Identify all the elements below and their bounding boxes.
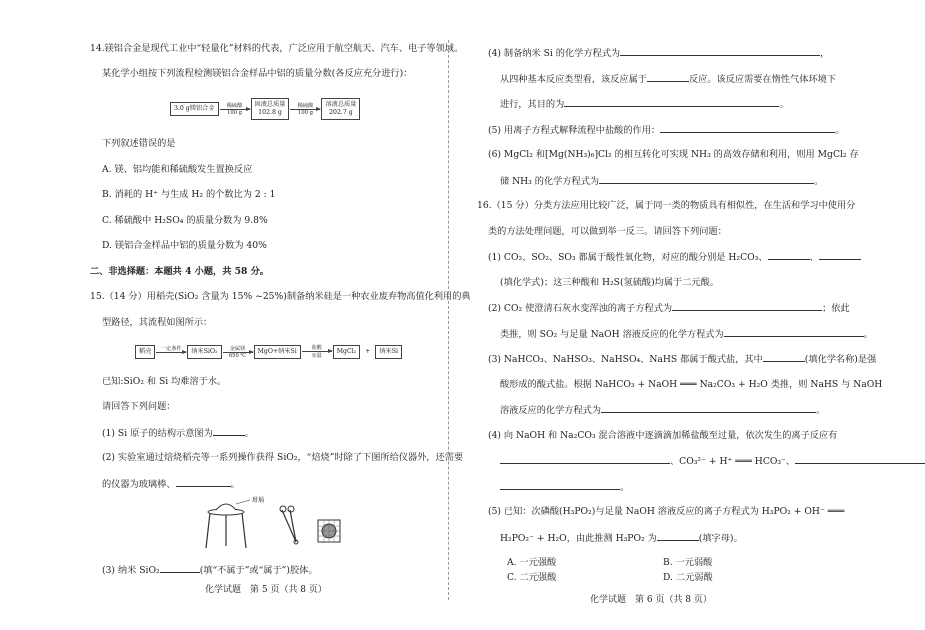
q15-part5: (5) 用离子方程式解释流程中盐酸的作用： 。 <box>488 125 845 136</box>
crucible-label: 坩埚 <box>252 497 265 504</box>
arrow-bottom-label: 650 ℃ <box>228 352 247 359</box>
q14-option-d: D. 镁铝合金样品中铝的质量分数为 40% <box>102 240 267 251</box>
arrow-bottom-label: 100 g <box>227 110 242 116</box>
q15-stem: 15.（14 分）用稻壳(SiO₂ 含量为 15% ~25%)制备纳米硅是一种农业废弃物高值化利用的典 <box>90 291 471 302</box>
q16-part4: (4) 向 NaOH 和 Na₂CO₃ 混合溶液中逐滴滴加稀盐酸至过量，依次发生的离子反应有 <box>488 430 838 441</box>
flow-arrow <box>290 102 320 116</box>
q15-part4-cont2: 进行，其目的为 。 <box>500 99 789 110</box>
q15-part2: (2) 实验室通过焙烧稻壳等一系列操作获得 SiO₂，“焙烧”时除了下图所给仪器外，还需要 <box>102 452 464 463</box>
arrow-top-label: 稀硫酸 <box>226 103 243 109</box>
q14-option-a: A. 镁、铝均能和稀硫酸发生置换反应 <box>102 164 253 175</box>
q14-option-b: B. 消耗的 H⁺ 与生成 H₂ 的个数比为 2 : 1 <box>102 189 276 200</box>
q16-option-d: D. 二元弱酸 <box>663 572 713 583</box>
answer-blank[interactable] <box>601 403 816 413</box>
flow-arrow <box>220 102 250 116</box>
flow-arrow <box>302 344 332 359</box>
q16-part2: (2) CO₂ 使澄清石灰水变浑浊的离子方程式为 ；依此 <box>488 303 850 314</box>
q15-part6: (6) MgCl₂ 和[Mg(NH₃)₆]Cl₂ 的相互转化可实现 NH₃ 的高效存储和利用，则用 MgCl₂ 存 <box>488 149 859 160</box>
answer-blank[interactable] <box>763 352 805 362</box>
mass2-value: 202.7 g <box>329 109 353 116</box>
crucible-tongs-icon <box>280 506 298 544</box>
q16-stem: 16.（15 分）分类方法应用比较广泛，属于同一类的物质具有相似性，在生活和学习中使用分 <box>477 200 856 211</box>
mass1-label: 固液总质量 <box>254 101 286 108</box>
answer-blank[interactable] <box>657 531 699 541</box>
answer-blank[interactable] <box>724 327 864 337</box>
q15-known: 已知:SiO₂ 和 Si 均难溶于水。 <box>102 376 227 387</box>
q15-flowchart <box>135 344 402 359</box>
clay-triangle-gauze-icon <box>318 520 340 542</box>
mass2-label: 溶液总质量 <box>325 101 357 108</box>
q16-stem-cont: 类的方法处理问题，可以做到举一反三。请回答下列问题： <box>488 226 727 237</box>
q14-stem: 14.镁铝合金是现代工业中“轻量化”材料的代表，广泛应用于航空航天、汽车、电子等领域。 <box>90 43 464 54</box>
flow-arrow <box>156 345 186 359</box>
q15-prompt: 请回答下列问题： <box>102 401 176 412</box>
mgcl2-box: MgCl₂ <box>333 345 361 359</box>
q15-part1: (1) Si 原子的结构示意图为 。 <box>102 428 254 439</box>
q15-part4-cont: 从四种基本反应类型看，该反应属于 反应。该反应需要在惰性气体环境下 <box>500 74 836 85</box>
plus-sign: + <box>365 348 371 355</box>
q15-stem-cont: 型路径，其流程如图所示： <box>102 317 213 328</box>
q15-part2-cont: 的仪器为玻璃棒、 。 <box>102 479 240 490</box>
answer-blank[interactable] <box>564 97 779 107</box>
q14-question: 下列叙述错误的是 <box>102 138 176 149</box>
q16-part3: (3) NaHCO₃、NaHSO₃、NaHSO₄、NaHS 都属于酸式盐，其中 (填化学名称)是强 <box>488 354 877 365</box>
nano-sio2-box: 纳米SiO₂ <box>187 345 221 359</box>
tripod-crucible-icon <box>206 500 250 548</box>
arrow-top-label: 盐酸 <box>311 345 322 351</box>
alloy-box: 3.0 g镁铝合金 <box>170 102 219 116</box>
q16-part4-line3: 。 <box>500 480 629 494</box>
answer-blank[interactable] <box>620 46 820 56</box>
q16-part1-cont: (填化学式)；这三种酸和 H₂S(氢硫酸)均属于二元酸。 <box>500 277 719 288</box>
answer-blank[interactable] <box>672 301 822 311</box>
answer-blank[interactable] <box>819 250 861 260</box>
q16-part2-cont: 类推，则 SO₂ 与足量 NaOH 溶液反应的化学方程式为 。 <box>500 329 873 340</box>
answer-blank[interactable] <box>599 174 814 184</box>
mgo-si-box: MgO+纳米Si <box>254 345 301 359</box>
page-footer: 化学试题 第 5 页（共 8 页） <box>205 585 327 595</box>
q14-option-c: C. 稀硫酸中 H₂SO₄ 的质量分数为 9.8% <box>102 215 268 226</box>
q16-option-b: B. 一元弱酸 <box>663 557 713 568</box>
page-footer: 化学试题 第 6 页（共 8 页） <box>590 595 712 605</box>
rice-husk-box: 稻壳 <box>135 345 155 359</box>
arrow-top-label: 稀硫酸 <box>297 103 314 109</box>
answer-blank[interactable] <box>660 123 835 133</box>
q16-option-c: C. 二元强酸 <box>507 572 557 583</box>
q16-part3-cont: 酸形成的酸式盐。根据 NaHCO₃ + NaOH ═══ Na₂CO₃ + H₂O 类推，则 NaHS 与 NaOH <box>500 379 883 390</box>
answer-blank[interactable] <box>647 72 689 82</box>
answer-blank[interactable] <box>795 454 925 464</box>
q15-part3: (3) 纳米 SiO₂ (填“不属于”或“属于”)胶体。 <box>102 565 318 576</box>
q15-part4: (4) 制备纳米 Si 的化学方程式为 ， <box>488 48 830 59</box>
q15-part6-cont: 储 NH₃ 的化学方程式为 。 <box>500 176 824 187</box>
q16-part4-line2: 、CO₃²⁻ + H⁺ ═══ HCO₃⁻、 <box>500 454 925 468</box>
flow-arrow <box>223 345 253 359</box>
mass1-box <box>251 98 290 120</box>
q16-part3-cont2: 溶液反应的化学方程式为 。 <box>500 405 826 416</box>
answer-blank[interactable] <box>176 477 231 487</box>
answer-blank[interactable] <box>213 426 245 436</box>
arrow-bottom-label: 100 g <box>298 110 313 116</box>
nano-si-box: 纳米Si <box>375 345 402 359</box>
mass2-box <box>321 98 360 120</box>
q14-intro: 某化学小组按下列流程检测镁铝合金样品中铝的质量分数(各反应充分进行)： <box>102 68 413 79</box>
answer-blank[interactable] <box>160 563 200 573</box>
q16-part1: (1) CO₂、SO₂、SO₃ 都属于酸性氧化物，对应的酸分别是 H₂CO₃、 、 <box>488 250 861 264</box>
answer-blank[interactable] <box>500 480 620 490</box>
q16-option-a: A. 一元强酸 <box>507 557 557 568</box>
q16-part5-cont: H₂PO₂⁻ + H₂O，由此推测 H₃PO₂ 为 (填字母)。 <box>500 533 743 544</box>
section-heading: 二、非选择题：本题共 4 小题，共 58 分。 <box>90 266 269 277</box>
q14-flowchart <box>170 98 360 120</box>
mass1-value: 102.8 g <box>258 109 282 116</box>
arrow-bottom-label: 室温 <box>311 353 322 359</box>
arrow-top-label: 一定条件 <box>160 345 182 352</box>
answer-blank[interactable] <box>500 454 670 464</box>
right-page <box>435 0 883 630</box>
q16-part5: (5) 已知：次磷酸(H₃PO₂)与足量 NaOH 溶液反应的离子方程式为 H₃PO₂ + OH⁻ ═══ <box>488 506 845 517</box>
arrow-top-label: 金属镁 <box>229 345 246 352</box>
lab-apparatus-figure <box>200 496 360 556</box>
answer-blank[interactable] <box>768 250 810 260</box>
